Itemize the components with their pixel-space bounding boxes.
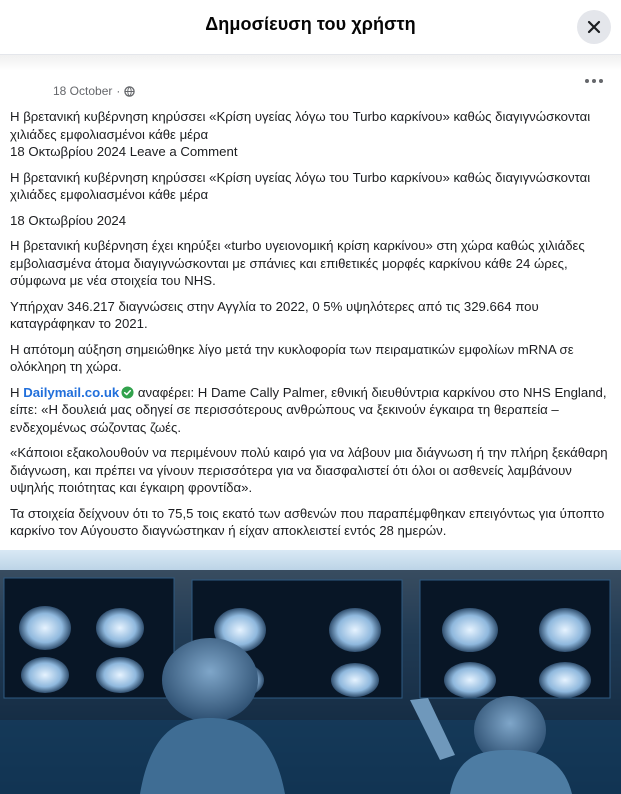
scroll-shadow — [0, 55, 621, 71]
p8-rest: αναφέρει: Η Dame Cally Palmer, εθνική διευθύντρια καρκίνου στο NHS England, είπε: «Η δουλειά μας οδηγεί σε περισσότερους ανθρώπους να ξεκινούν έγκαιρα τη θεραπεία – ενδεχομένως σώζοντας ζωές. — [10, 384, 607, 435]
post-date[interactable]: 18 October — [53, 84, 113, 98]
post-paragraph: «Κάποιοι εξακολουθούν να περιμένουν πολύ καιρό για να λάβουν μια διάγνωση ή την πλήρη ξεκάθαρη διάγνωση, και πρέπει να γίνουν περισσότερα για να διασφαλιστεί ότι όλοι οι ασθενείς λαμβάνουν υψηλής ποιότητας και έγκαιρη φροντίδα». — [10, 445, 608, 495]
post-paragraph — [10, 384, 610, 437]
post-text — [10, 108, 610, 548]
post-paragraph: Η βρετανική κυβέρνηση έχει κηρύξει «turbo υγειονομική κρίση καρκίνου» στη χώρα καθώς χιλιάδες εμβολιασμένα άτομα διαγιγνώσκονται με σπάνιες και επιθετικές μορφές καρκίνου κάθε 24 ώρες, σύμφωνα με νέα στοιχεία του NHS. — [10, 238, 585, 288]
brain-scan-monitors-image — [0, 550, 621, 794]
post-paragraph: 18 Οκτωβρίου 2024 Leave a Comment — [10, 144, 238, 159]
dailymail-link[interactable]: Dailymail.co.uk — [23, 384, 120, 400]
dialog-header — [0, 0, 621, 55]
post-paragraph: Η απότομη αύξηση σημειώθηκε λίγο μετά την κυκλοφορία των πειραματικών εμφολίων mRNA σε ολόκληρη τη χώρα. — [10, 341, 574, 374]
post-paragraph: Η βρετανική κυβέρνηση κηρύσσει «Κρίση υγείας λόγω του Turbo καρκίνου» καθώς διαγιγνώσκονται χιλιάδες εμφολιασμένοι κάθε μέρα — [10, 109, 591, 142]
more-options-button[interactable] — [583, 74, 605, 88]
close-icon — [587, 20, 601, 34]
more-options-icon — [585, 79, 589, 83]
post-paragraph: Η βρετανική κυβέρνηση κηρύσσει «Κρίση υγείας λόγω του Turbo καρκίνου» καθώς διαγιγνώσκονται χιλιάδες εμφολιασμένοι κάθε μέρα — [10, 169, 591, 202]
post-meta — [53, 84, 135, 98]
globe-icon — [124, 86, 135, 97]
verified-badge-icon — [121, 386, 134, 399]
p8-prefix: Η — [10, 384, 24, 400]
dialog-title: Δημοσίευση του χρήστη — [205, 14, 416, 34]
close-button[interactable] — [577, 10, 611, 44]
post-photo[interactable] — [0, 550, 621, 794]
post-paragraph: 18 Οκτωβρίου 2024 — [10, 212, 127, 228]
post-paragraph: Τα στοιχεία δείχνουν ότι το 75,5 τοις εκατό των ασθενών που παραπέμφθηκαν επειγόντως για ύποπτο καρκίνο τον Αύγουστο διαγνώστηκαν ή είχαν αποκλειστεί εντός 28 ημερών. — [10, 505, 605, 538]
post-paragraph: Υπήρχαν 346.217 διαγνώσεις στην Αγγλία το 2022, 0 5% υψηλότερες από τις 329.664 που καταγράφηκαν το 2021. — [10, 298, 539, 331]
meta-separator: · — [116, 84, 121, 98]
